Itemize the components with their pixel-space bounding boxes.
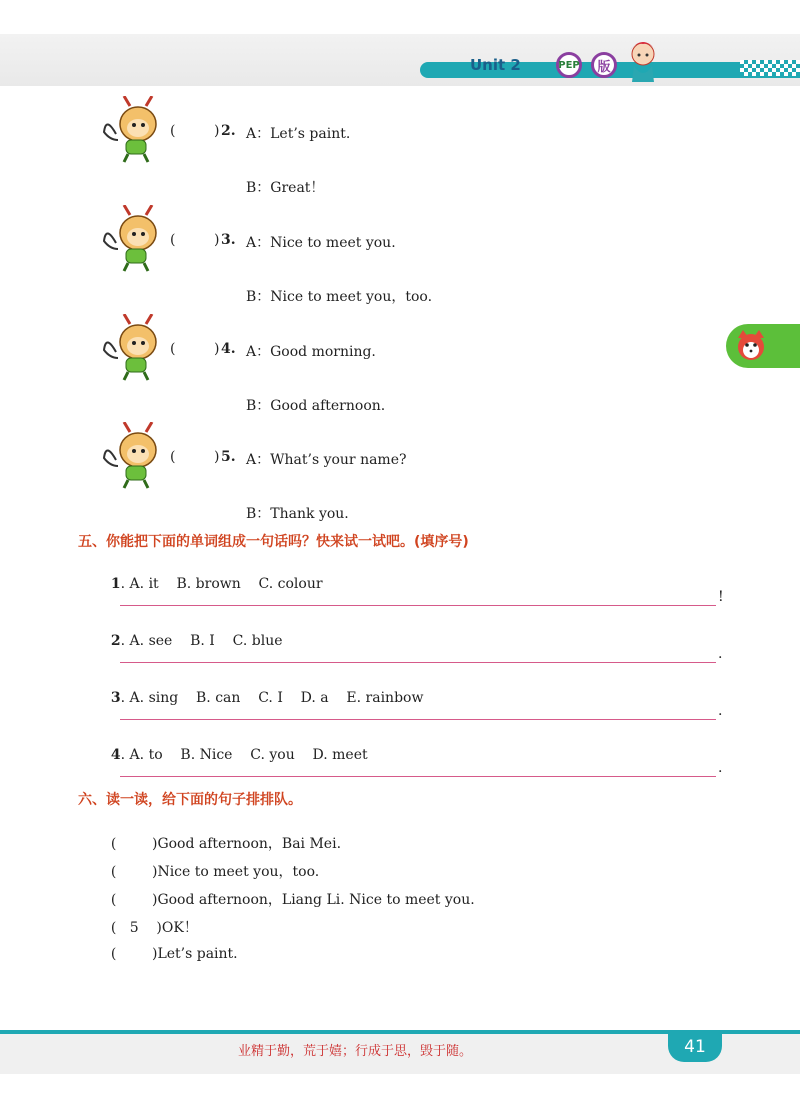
dialogue-a: A：Good morning.: [246, 344, 376, 360]
answer-line[interactable]: [120, 776, 716, 777]
order-blank[interactable]: ( ): [110, 892, 158, 908]
word-order-question: [102, 617, 283, 649]
footer-motto: 业精于勤，荒于嬉；行成于思，毁于随。: [238, 1044, 473, 1059]
answer-paren-open: (: [170, 232, 176, 248]
question-words: . A. sing B. can C. I D. a E. rainbow: [120, 690, 424, 706]
word-order-question: [102, 731, 368, 763]
question-number: 4.: [221, 341, 236, 357]
question-number: 4: [110, 747, 121, 763]
unit-label: Unit 2: [470, 56, 521, 74]
question-number: 3: [110, 690, 121, 706]
section5-title: 五、你能把下面的单词组成一句话吗？快来试一试吧。(填序号): [78, 534, 469, 550]
dialogue-a: A：Let’s paint.: [246, 126, 351, 142]
bee-mascot-icon: [102, 314, 166, 384]
question-number: 2.: [221, 123, 236, 139]
answer-line[interactable]: [120, 719, 716, 720]
edition-badge: 版: [591, 52, 617, 78]
question-number: 3.: [221, 232, 236, 248]
answer-paren-close: ): [214, 341, 220, 357]
sentence: Let’s paint.: [157, 946, 238, 962]
word-order-question: [102, 674, 423, 706]
question-number: 5.: [221, 449, 236, 465]
dialogue-a: A：Nice to meet you.: [246, 235, 396, 251]
order-blank[interactable]: ( ): [110, 864, 158, 880]
dialogue-b: B：Thank you.: [246, 506, 349, 522]
question-number: 2: [110, 633, 121, 649]
question-words: . A. it B. brown C. colour: [120, 576, 323, 592]
answer-line[interactable]: [120, 605, 716, 606]
answer-paren-close: ): [214, 449, 220, 465]
header-background: [0, 34, 800, 86]
question-words: . A. see B. I C. blue: [120, 633, 283, 649]
ordering-item: [102, 930, 238, 962]
answer-paren-close: ): [214, 123, 220, 139]
answer-paren-open: (: [170, 449, 176, 465]
bee-mascot-icon: [102, 96, 166, 166]
sentence: OK！: [161, 920, 198, 936]
girl-mascot-icon: [618, 36, 668, 84]
header-checker-decoration: [740, 60, 800, 76]
sentence-end-mark: !: [718, 589, 724, 605]
question-number: 1: [110, 576, 121, 592]
answer-line[interactable]: [120, 662, 716, 663]
order-blank[interactable]: ( ): [110, 946, 158, 962]
answer-paren-open: (: [170, 123, 176, 139]
section6-title: 六、读一读，给下面的句子排排队。: [78, 792, 302, 808]
sentence: Nice to meet you，too.: [157, 864, 320, 880]
dialogue-b: B：Great！: [246, 180, 325, 196]
answer-paren-close: ): [214, 232, 220, 248]
answer-paren-open: (: [170, 341, 176, 357]
order-blank[interactable]: ( ): [110, 836, 158, 852]
bee-mascot-icon: [102, 422, 166, 492]
sentence-end-mark: .: [718, 703, 723, 719]
sentence-end-mark: .: [718, 646, 723, 662]
dialogue-b: B：Good afternoon.: [246, 398, 386, 414]
dialogue-b: B：Nice to meet you，too.: [246, 289, 433, 305]
order-blank[interactable]: ( 5 ): [110, 920, 162, 936]
dialogue-a: A：What’s your name?: [246, 452, 407, 468]
page-number: 41: [668, 1032, 722, 1062]
bee-mascot-icon: [102, 205, 166, 275]
sentence-end-mark: .: [718, 760, 723, 776]
sentence: Good afternoon，Liang Li. Nice to meet you.: [157, 892, 475, 908]
pep-badge: PEP: [556, 52, 582, 78]
word-order-question: [102, 560, 323, 592]
fox-mascot-icon: [734, 328, 768, 364]
question-words: . A. to B. Nice C. you D. meet: [120, 747, 368, 763]
sentence: Good afternoon，Bai Mei.: [157, 836, 342, 852]
